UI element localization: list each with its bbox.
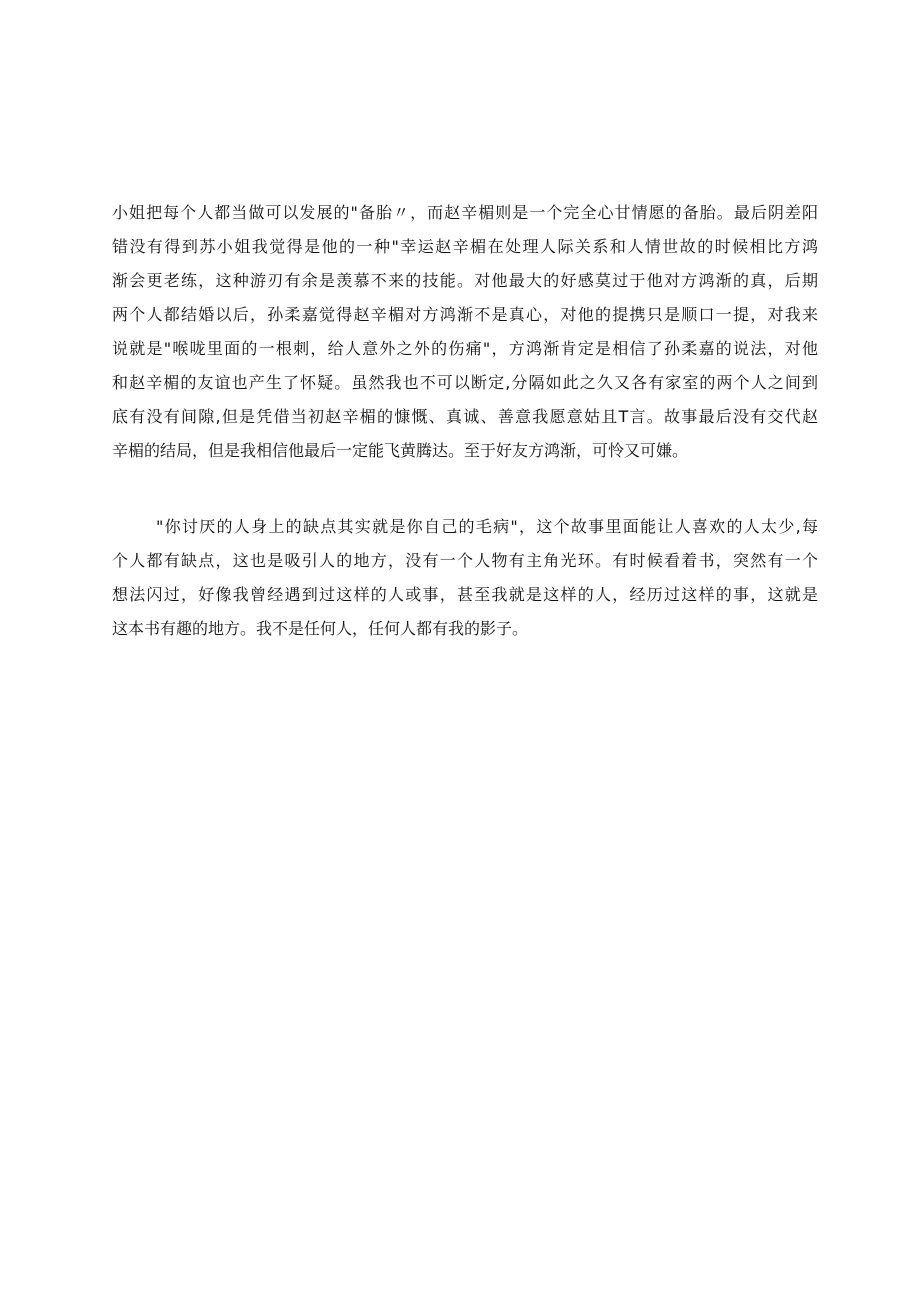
text-line: 想法闪过，好像我曾经遇到过这样的人或事，甚至我就是这样的人，经历过这样的事，这就是 — [112, 585, 818, 604]
text-line: 两个人都结婚以后，孙柔嘉觉得赵辛楣对方鸿渐不是真心，对他的提携只是顺口一提，对我来 — [112, 305, 818, 324]
text-line: 错没有得到苏小姐我觉得是他的一种"幸运赵辛楣在处理人际关系和人情世故的时候相比方鸿 — [112, 237, 818, 256]
text-line: 个人都有缺点，这也是吸引人的地方，没有一个人物有主角光环。有时候看着书，突然有一个 — [112, 551, 818, 570]
text-line: 底有没有间隙,但是凭借当初赵辛楣的慷慨、真诚、善意我愿意姑且T言。故事最后没有交代赵 — [112, 407, 818, 426]
paragraph-1 — [112, 196, 818, 468]
text-line: 这本书有趣的地方。我不是任何人，任何人都有我的影子。 — [112, 619, 529, 638]
paragraph-2 — [112, 510, 818, 646]
text-line: 和赵辛楣的友谊也产生了怀疑。虽然我也不可以断定,分隔如此之久又各有家室的两个人之间到 — [112, 373, 818, 392]
text-line: 小姐把每个人都当做可以发展的"备胎〃，而赵辛楣则是一个完全心甘情愿的备胎。最后阴差阳 — [112, 203, 818, 222]
text-line: 渐会更老练，这种游刃有余是羡慕不来的技能。对他最大的好感莫过于他对方鸿渐的真，后期 — [112, 271, 818, 290]
text-line: 辛楣的结局，但是我相信他最后一定能飞黄腾达。至于好友方鸿渐，可怜又可嫌。 — [112, 441, 689, 460]
text-line: 说就是"喉咙里面的一根刺，给人意外之外的伤痛"，方鸿渐肯定是相信了孙柔嘉的说法，对他 — [112, 339, 818, 358]
text-line: "你讨厌的人身上的缺点其实就是你自己的毛病"，这个故事里面能让人喜欢的人太少,每 — [156, 517, 818, 536]
